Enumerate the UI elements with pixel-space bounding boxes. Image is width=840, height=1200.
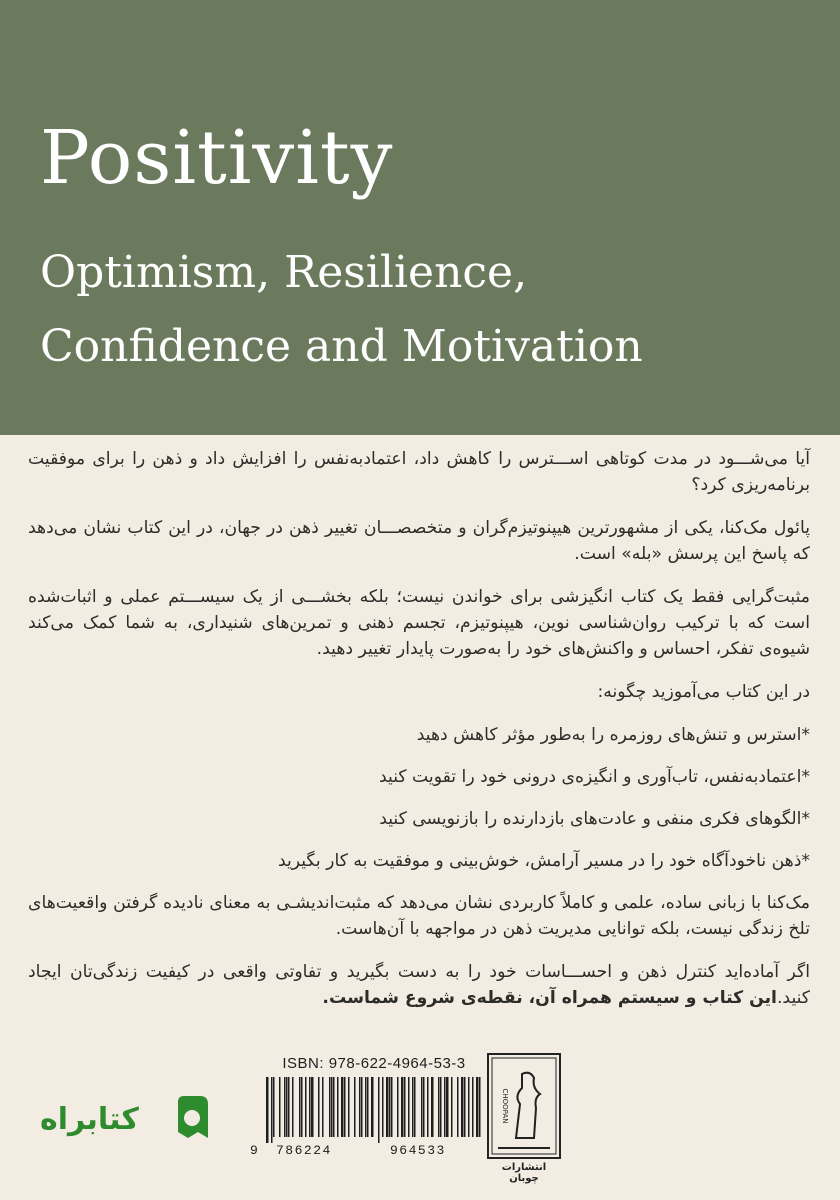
paragraph-5-text: اگر آماده‌اید کنترل ذهن و احســـاسات خود را به دست بگیرید و تفاوتی واقعی در کیفیت زندگی‌تان ایجاد کنید.: [28, 962, 810, 1008]
list-intro: در این کتاب می‌آموزید چگونه:: [597, 682, 810, 702]
paragraph-5-bold: این کتاب و سیستم همراه آن، نقطه‌ی شروع شماست.: [322, 988, 777, 1008]
list-item: *الگوهای فکری منفی و عادت‌های بازدارنده را بازنویسی کنید: [379, 809, 810, 829]
barcode-digits-right: 964533: [390, 1143, 446, 1158]
bookmark-icon: [168, 1094, 212, 1144]
list-item: *ذهن ناخودآگاه خود را در مسیر آرامش، خوش‌بینی و موفقیت به کار بگیرید: [277, 851, 810, 871]
cover-header: [0, 0, 840, 435]
back-cover-text: [28, 446, 810, 1028]
paragraph-5: [28, 959, 810, 1011]
paragraph-3: مثبت‌گرایی فقط یک کتاب انگیزشی برای خواندن نیست؛ بلکه بخشـــی از یک سیســـتم عملی و اثبات‌شده است که با ترکیب روان‌شناسی نوین، هیپنوتیزم، تجسم ذهنی و تمرین‌های شنیداری، به شما کمک می‌کند شیوه‌ی تفکر، احساس و واکنش‌های خود را به‌صورت پایدار تغییر دهید.: [28, 587, 810, 659]
paragraph-2: پائول مک‌کنا، یکی از مشهورترین هیپنوتیزم‌گران و متخصصـــان تغییر ذهن در جهان، در این کتاب نشان می‌دهد که پاسخ این پرسش «بله» است.: [28, 518, 810, 564]
paragraph-4: مک‌کنا با زبانی ساده، علمی و کاملاً کاربردی نشان می‌دهد که مثبت‌اندیشـی به معنای نادیده گرفتن واقعیت‌های تلخ زندگی نیست، بلکه توانایی مدیریت ذهن در مواجهه با آن‌هاست.: [28, 893, 810, 939]
isbn-label: ISBN: 978-622-4964-53-3: [282, 1055, 466, 1072]
isbn-barcode-block: [250, 1055, 492, 1165]
publisher-vertical-text: CHOOPAN: [501, 1088, 509, 1124]
list-item: *اعتمادبه‌نفس، تاب‌آوری و انگیزه‌ی درونی خود را تقویت کنید: [379, 767, 810, 787]
ketabrah-name: کتابراه: [40, 1102, 139, 1137]
list-item: *استرس و تنش‌های روزمره را به‌طور مؤثر کاهش دهید: [416, 725, 810, 745]
subtitle-line-1: Optimism, Resilience,: [40, 247, 528, 298]
barcode-icon: [264, 1077, 484, 1143]
book-subtitle: [40, 236, 820, 384]
ketabrah-logo: [40, 1092, 210, 1152]
barcode-digit-first: 9: [250, 1143, 260, 1158]
publisher-emblem-icon: [486, 1052, 562, 1160]
barcode-digits-left: 786224: [276, 1143, 332, 1158]
paragraph-1: آیا می‌شـــود در مدت کوتاهی اســـترس را کاهش داد، اعتمادبه‌نفس را افزایش داد و ذهن را برای موفقیت برنامه‌ریزی کرد؟: [28, 449, 810, 495]
book-title: Positivity: [40, 115, 394, 201]
publisher-name: انتشارات چوبان: [501, 1162, 547, 1184]
publisher-logo: [486, 1052, 562, 1184]
subtitle-line-2: Confidence and Motivation: [40, 321, 643, 372]
